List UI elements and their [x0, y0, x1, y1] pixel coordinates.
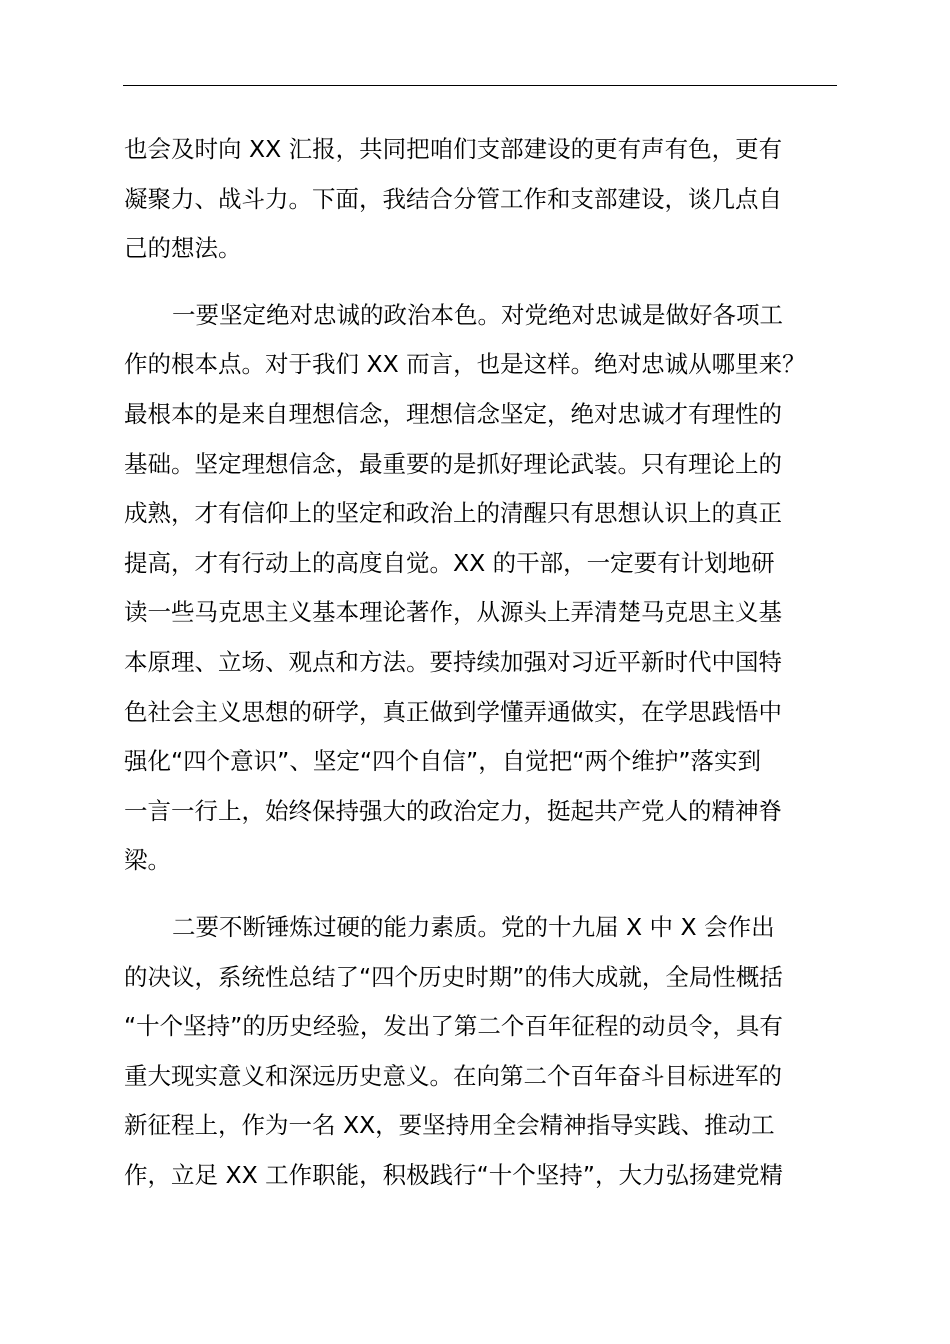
text-line: “十个坚持”的历史经验，发出了第二个百年征程的动员令，具有: [124, 1012, 783, 1041]
text-line: 强化“四个意识”、坚定“四个自信”，自觉把“两个维护”落实到: [124, 747, 762, 776]
text-line: 色社会主义思想的研学，真正做到学懂弄通做实，在学思践悟中: [124, 697, 782, 726]
paragraph-2: [124, 291, 864, 886]
text-line: 新征程上，作为一名 XX，要坚持用全会精神指导实践、推动工: [124, 1111, 775, 1140]
text-line: 作的根本点。对于我们 XX 而言，也是这样。绝对忠诚从哪里来？: [124, 350, 806, 379]
text-line: 一言一行上，始终保持强大的政治定力，挺起共产党人的精神脊: [124, 796, 782, 825]
paragraph-3: [124, 903, 864, 1201]
text-line: 一要坚定绝对忠诚的政治本色。对党绝对忠诚是做好各项工: [172, 300, 783, 329]
text-line: 提高，才有行动上的高度自觉。XX 的干部，一定要有计划地研: [124, 548, 775, 577]
text-line: 也会及时向 XX 汇报，共同把咱们支部建设的更有声有色，更有: [124, 135, 783, 163]
text-line: 最根本的是来自理想信念，理想信念坚定，绝对忠诚才有理性的: [124, 399, 782, 428]
document-body: [124, 125, 864, 1200]
text-line: 重大现实意义和深远历史意义。在向第二个百年奋斗目标进军的: [124, 1061, 782, 1090]
paragraph-1: [124, 125, 864, 274]
text-line: 的决议，系统性总结了“四个历史时期”的伟大成就，全局性概括: [124, 962, 783, 991]
text-line: 凝聚力、战斗力。下面，我结合分管工作和支部建设，谈几点自: [124, 184, 782, 213]
text-line: 二要不断锤炼过硬的能力素质。党的十九届 X 中 X 会作出: [172, 912, 775, 941]
text-line: 己的想法。: [124, 234, 242, 263]
header-rule: [123, 85, 837, 86]
text-line: 作，立足 XX 工作职能，积极践行“十个坚持”，大力弘扬建党精: [124, 1160, 783, 1189]
paragraph-spacer: [124, 886, 864, 903]
text-line: 基础。坚定理想信念，最重要的是抓好理论武装。只有理论上的: [124, 449, 782, 478]
paragraph-spacer: [124, 274, 864, 291]
text-line: 梁。: [124, 846, 171, 875]
text-line: 本原理、立场、观点和方法。要持续加强对习近平新时代中国特: [124, 647, 782, 676]
text-line: 读一些马克思主义基本理论著作，从源头上弄清楚马克思主义基: [124, 598, 782, 627]
text-line: 成熟，才有信仰上的坚定和政治上的清醒只有思想认识上的真正: [124, 499, 782, 528]
